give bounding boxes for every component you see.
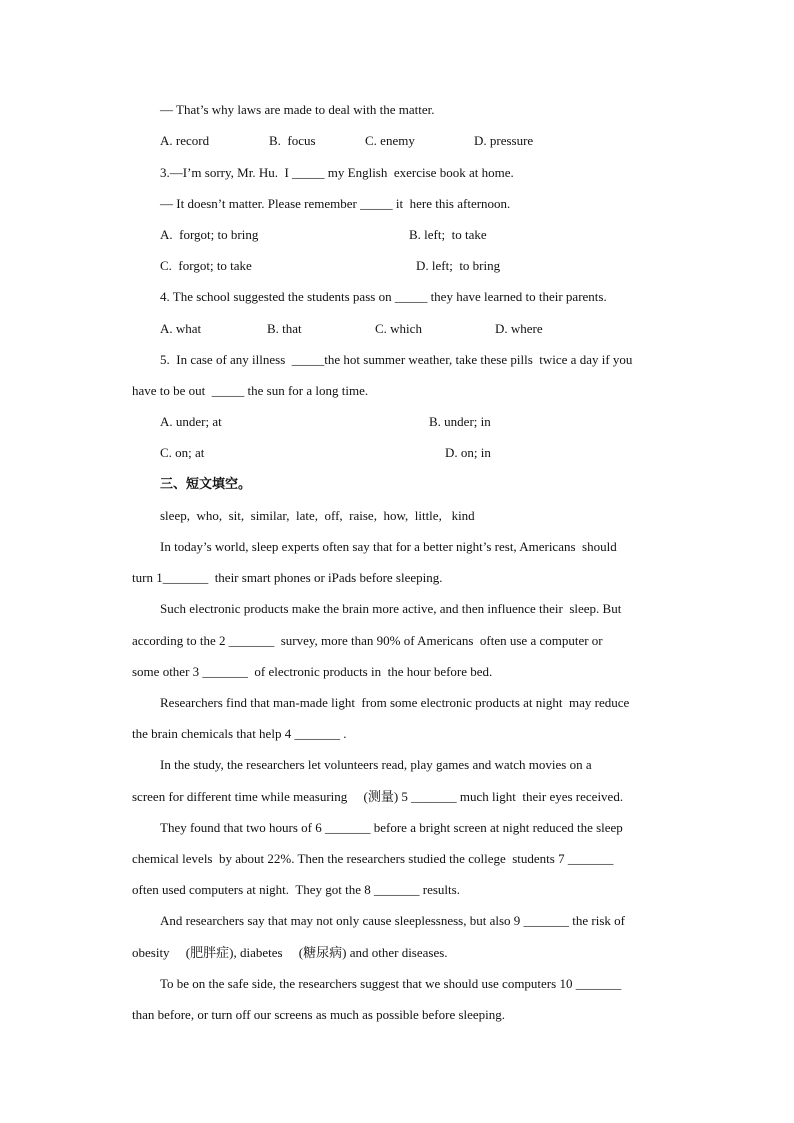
q4-option-b: B. that — [267, 321, 302, 336]
q3-option-a: A. forgot; to bring — [160, 227, 259, 242]
q3-option-c: C. forgot; to take — [160, 258, 252, 273]
q2-reply: — That’s why laws are made to deal with the matter. — [160, 102, 435, 117]
q2-option-a: A. record — [160, 133, 210, 148]
passage-line: than before, or turn off our screens as much as possible before sleeping. — [132, 1007, 506, 1022]
passage-line: chemical levels by about 22%. Then the researchers studied the college students 7 _______ — [132, 851, 614, 866]
q4-stem: 4. The school suggested the students pass on _____ they have learned to their parents. — [160, 289, 607, 304]
passage-line: obesity (肥胖症), diabetes (糖尿病) and other diseases. — [132, 945, 448, 960]
q3-reply: — It doesn’t matter. Please remember _____ it here this afternoon. — [160, 196, 511, 211]
passage-line: Such electronic products make the brain more active, and then influence their sleep. But — [160, 601, 622, 616]
q2-option-c: C. enemy — [365, 133, 415, 148]
passage-line: To be on the safe side, the researchers suggest that we should use computers 10 _______ — [160, 976, 622, 991]
q5-option-b: B. under; in — [429, 414, 491, 429]
q2-option-d: D. pressure — [474, 133, 534, 148]
q4-option-a: A. what — [160, 321, 202, 336]
q5-option-d: D. on; in — [445, 445, 491, 460]
passage-line: according to the 2 _______ survey, more than 90% of Americans often use a computer or — [132, 633, 603, 648]
q4-option-c: C. which — [375, 321, 422, 336]
passage-line: In the study, the researchers let volunteers read, play games and watch movies on a — [160, 757, 592, 772]
q5-stem-line2: have to be out _____ the sun for a long time. — [132, 383, 369, 398]
word-bank: sleep, who, sit, similar, late, off, raise, how, little, kind — [160, 508, 475, 523]
passage-line: In today’s world, sleep experts often say that for a better night’s rest, Americans should — [160, 539, 617, 554]
q3-stem: 3.—I’m sorry, Mr. Hu. I _____ my English exercise book at home. — [160, 165, 514, 180]
passage-line: Researchers find that man-made light from some electronic products at night may reduce — [160, 695, 630, 710]
q3-option-d: D. left; to bring — [416, 258, 501, 273]
q2-option-b: B. focus — [269, 133, 316, 148]
passage-line: They found that two hours of 6 _______ before a bright screen at night reduced the sleep — [160, 820, 623, 835]
passage-line: And researchers say that may not only cause sleeplessness, but also 9 _______ the risk of — [160, 913, 626, 928]
q3-option-b: B. left; to take — [409, 227, 487, 242]
passage-line: turn 1_______ their smart phones or iPads before sleeping. — [132, 570, 443, 585]
section-heading: 三、短文填空。 — [160, 477, 252, 492]
passage-line: some other 3 _______ of electronic products in the hour before bed. — [132, 664, 493, 679]
q5-option-c: C. on; at — [160, 445, 205, 460]
passage-line: screen for different time while measuring (测量) 5 _______ much light their eyes received. — [132, 789, 624, 804]
q5-option-a: A. under; at — [160, 414, 222, 429]
passage-line: often used computers at night. They got the 8 _______ results. — [132, 882, 460, 897]
q5-stem-line1: 5. In case of any illness _____the hot summer weather, take these pills twice a day if you — [160, 352, 633, 367]
q4-option-d: D. where — [495, 321, 543, 336]
passage-line: the brain chemicals that help 4 _______ . — [132, 726, 347, 741]
